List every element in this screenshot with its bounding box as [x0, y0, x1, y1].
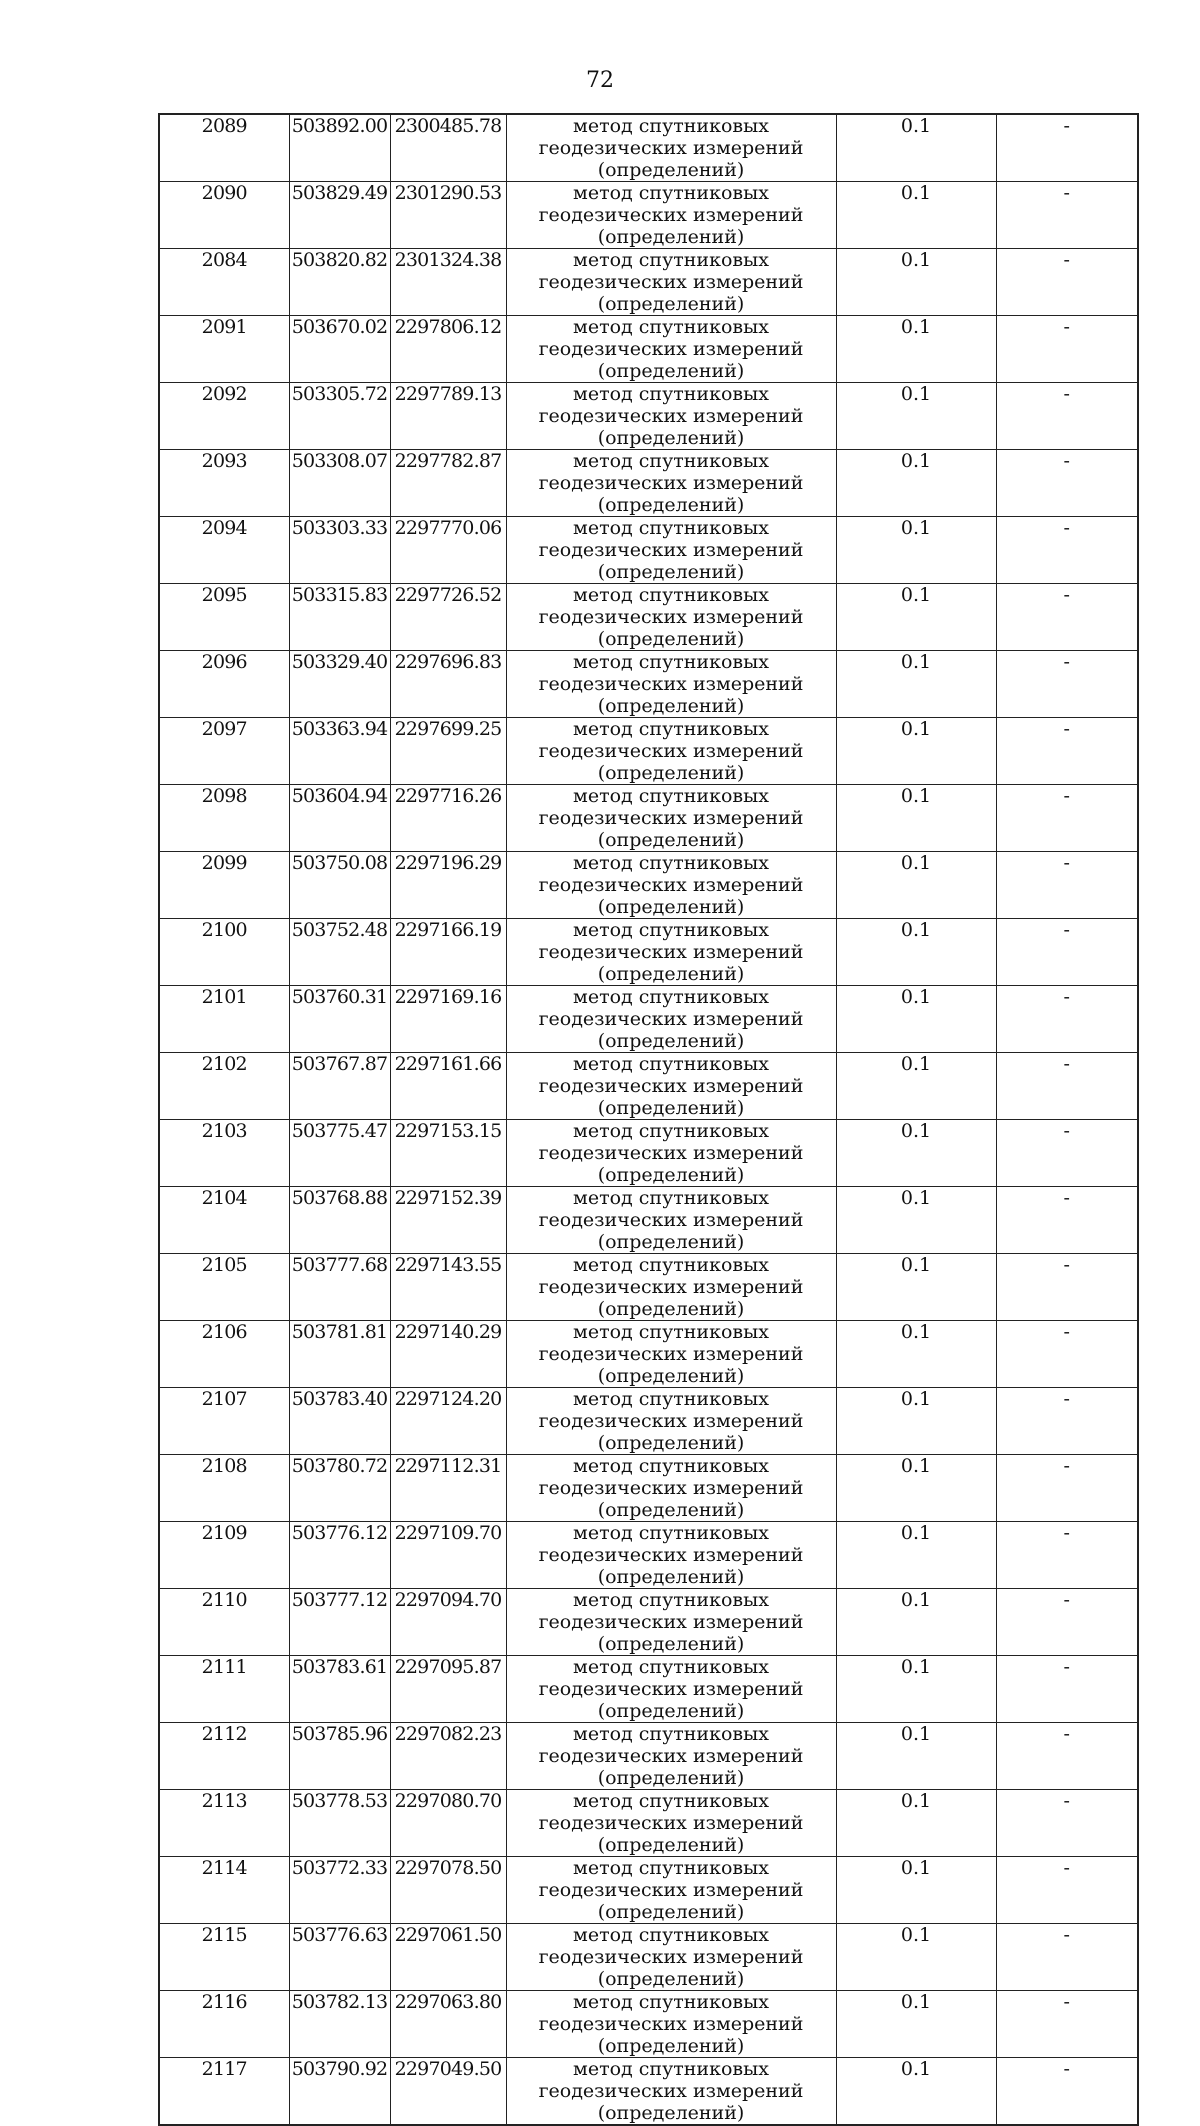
point-number-cell: 2112: [159, 1723, 289, 1790]
y-coordinate-cell: 2297166.19: [390, 919, 506, 986]
method-cell: метод спутниковых геодезических измерений (определений): [506, 1790, 836, 1857]
y-coordinate-cell: 2297112.31: [390, 1455, 506, 1522]
point-number-cell: 2106: [159, 1321, 289, 1388]
table-row: [159, 1589, 1138, 1656]
accuracy-cell: 0.1: [836, 1522, 996, 1589]
note-cell: -: [996, 1522, 1138, 1589]
x-coordinate-cell: 503752.48: [289, 919, 390, 986]
accuracy-cell: 0.1: [836, 316, 996, 383]
note-cell: -: [996, 919, 1138, 986]
note-cell: -: [996, 1321, 1138, 1388]
point-number-cell: 2098: [159, 785, 289, 852]
point-number-cell: 2117: [159, 2058, 289, 2126]
accuracy-cell: 0.1: [836, 785, 996, 852]
y-coordinate-cell: 2297770.06: [390, 517, 506, 584]
table-row: [159, 1790, 1138, 1857]
note-cell: -: [996, 2058, 1138, 2126]
table-row: [159, 2058, 1138, 2126]
table-row: [159, 450, 1138, 517]
accuracy-cell: 0.1: [836, 517, 996, 584]
table-row: [159, 1254, 1138, 1321]
x-coordinate-cell: 503820.82: [289, 249, 390, 316]
table-row: [159, 1455, 1138, 1522]
y-coordinate-cell: 2297789.13: [390, 383, 506, 450]
table-row: [159, 1723, 1138, 1790]
x-coordinate-cell: 503363.94: [289, 718, 390, 785]
point-number-cell: 2102: [159, 1053, 289, 1120]
y-coordinate-cell: 2297063.80: [390, 1991, 506, 2058]
accuracy-cell: 0.1: [836, 1187, 996, 1254]
accuracy-cell: 0.1: [836, 1053, 996, 1120]
note-cell: -: [996, 1790, 1138, 1857]
method-cell: метод спутниковых геодезических измерений (определений): [506, 1254, 836, 1321]
method-cell: метод спутниковых геодезических измерений (определений): [506, 383, 836, 450]
y-coordinate-cell: 2297152.39: [390, 1187, 506, 1254]
table-row: [159, 718, 1138, 785]
note-cell: -: [996, 114, 1138, 182]
x-coordinate-cell: 503329.40: [289, 651, 390, 718]
y-coordinate-cell: 2297169.16: [390, 986, 506, 1053]
x-coordinate-cell: 503750.08: [289, 852, 390, 919]
point-number-cell: 2108: [159, 1455, 289, 1522]
point-number-cell: 2093: [159, 450, 289, 517]
y-coordinate-cell: 2297153.15: [390, 1120, 506, 1187]
y-coordinate-cell: 2297049.50: [390, 2058, 506, 2126]
x-coordinate-cell: 503760.31: [289, 986, 390, 1053]
point-number-cell: 2114: [159, 1857, 289, 1924]
method-cell: метод спутниковых геодезических измерений (определений): [506, 1991, 836, 2058]
accuracy-cell: 0.1: [836, 114, 996, 182]
point-number-cell: 2113: [159, 1790, 289, 1857]
note-cell: -: [996, 383, 1138, 450]
point-number-cell: 2103: [159, 1120, 289, 1187]
table-row: [159, 1656, 1138, 1723]
y-coordinate-cell: 2297094.70: [390, 1589, 506, 1656]
x-coordinate-cell: 503308.07: [289, 450, 390, 517]
accuracy-cell: 0.1: [836, 1589, 996, 1656]
point-number-cell: 2099: [159, 852, 289, 919]
accuracy-cell: 0.1: [836, 249, 996, 316]
point-number-cell: 2091: [159, 316, 289, 383]
accuracy-cell: 0.1: [836, 383, 996, 450]
y-coordinate-cell: 2297095.87: [390, 1656, 506, 1723]
y-coordinate-cell: 2297082.23: [390, 1723, 506, 1790]
y-coordinate-cell: 2297696.83: [390, 651, 506, 718]
method-cell: метод спутниковых геодезических измерений (определений): [506, 1455, 836, 1522]
x-coordinate-cell: 503782.13: [289, 1991, 390, 2058]
method-cell: метод спутниковых геодезических измерений (определений): [506, 1388, 836, 1455]
x-coordinate-cell: 503767.87: [289, 1053, 390, 1120]
point-number-cell: 2090: [159, 182, 289, 249]
note-cell: -: [996, 1254, 1138, 1321]
x-coordinate-cell: 503785.96: [289, 1723, 390, 1790]
table-row: [159, 1522, 1138, 1589]
y-coordinate-cell: 2297140.29: [390, 1321, 506, 1388]
accuracy-cell: 0.1: [836, 1991, 996, 2058]
note-cell: -: [996, 1723, 1138, 1790]
accuracy-cell: 0.1: [836, 1656, 996, 1723]
accuracy-cell: 0.1: [836, 1388, 996, 1455]
note-cell: -: [996, 1991, 1138, 2058]
table-row: [159, 785, 1138, 852]
x-coordinate-cell: 503777.12: [289, 1589, 390, 1656]
x-coordinate-cell: 503776.63: [289, 1924, 390, 1991]
accuracy-cell: 0.1: [836, 986, 996, 1053]
accuracy-cell: 0.1: [836, 651, 996, 718]
note-cell: -: [996, 1656, 1138, 1723]
method-cell: метод спутниковых геодезических измерений (определений): [506, 852, 836, 919]
y-coordinate-cell: 2300485.78: [390, 114, 506, 182]
method-cell: метод спутниковых геодезических измерений (определений): [506, 785, 836, 852]
x-coordinate-cell: 503829.49: [289, 182, 390, 249]
note-cell: -: [996, 718, 1138, 785]
x-coordinate-cell: 503892.00: [289, 114, 390, 182]
table-row: [159, 1120, 1138, 1187]
point-number-cell: 2110: [159, 1589, 289, 1656]
note-cell: -: [996, 1857, 1138, 1924]
accuracy-cell: 0.1: [836, 718, 996, 785]
x-coordinate-cell: 503776.12: [289, 1522, 390, 1589]
method-cell: метод спутниковых геодезических измерений (определений): [506, 1187, 836, 1254]
x-coordinate-cell: 503305.72: [289, 383, 390, 450]
note-cell: -: [996, 852, 1138, 919]
accuracy-cell: 0.1: [836, 1254, 996, 1321]
method-cell: метод спутниковых геодезических измерений (определений): [506, 651, 836, 718]
x-coordinate-cell: 503303.33: [289, 517, 390, 584]
point-number-cell: 2107: [159, 1388, 289, 1455]
point-number-cell: 2101: [159, 986, 289, 1053]
method-cell: метод спутниковых геодезических измерений (определений): [506, 1522, 836, 1589]
method-cell: метод спутниковых геодезических измерений (определений): [506, 249, 836, 316]
x-coordinate-cell: 503783.40: [289, 1388, 390, 1455]
method-cell: метод спутниковых геодезических измерений (определений): [506, 316, 836, 383]
point-number-cell: 2089: [159, 114, 289, 182]
point-number-cell: 2096: [159, 651, 289, 718]
accuracy-cell: 0.1: [836, 182, 996, 249]
table-row: [159, 1388, 1138, 1455]
point-number-cell: 2100: [159, 919, 289, 986]
y-coordinate-cell: 2297699.25: [390, 718, 506, 785]
method-cell: метод спутниковых геодезических измерений (определений): [506, 1656, 836, 1723]
note-cell: -: [996, 651, 1138, 718]
point-number-cell: 2104: [159, 1187, 289, 1254]
x-coordinate-cell: 503777.68: [289, 1254, 390, 1321]
method-cell: метод спутниковых геодезических измерений (определений): [506, 450, 836, 517]
y-coordinate-cell: 2297061.50: [390, 1924, 506, 1991]
table-row: [159, 919, 1138, 986]
note-cell: -: [996, 182, 1138, 249]
x-coordinate-cell: 503790.92: [289, 2058, 390, 2126]
method-cell: метод спутниковых геодезических измерений (определений): [506, 919, 836, 986]
table-row: [159, 1187, 1138, 1254]
x-coordinate-cell: 503775.47: [289, 1120, 390, 1187]
x-coordinate-cell: 503670.02: [289, 316, 390, 383]
point-number-cell: 2084: [159, 249, 289, 316]
table-row: [159, 114, 1138, 182]
point-number-cell: 2097: [159, 718, 289, 785]
accuracy-cell: 0.1: [836, 450, 996, 517]
note-cell: -: [996, 1187, 1138, 1254]
note-cell: -: [996, 249, 1138, 316]
accuracy-cell: 0.1: [836, 1321, 996, 1388]
y-coordinate-cell: 2297143.55: [390, 1254, 506, 1321]
point-number-cell: 2111: [159, 1656, 289, 1723]
table-row: [159, 986, 1138, 1053]
note-cell: -: [996, 517, 1138, 584]
table-row: [159, 584, 1138, 651]
accuracy-cell: 0.1: [836, 1790, 996, 1857]
accuracy-cell: 0.1: [836, 852, 996, 919]
y-coordinate-cell: 2297806.12: [390, 316, 506, 383]
point-number-cell: 2092: [159, 383, 289, 450]
method-cell: метод спутниковых геодезических измерений (определений): [506, 1924, 836, 1991]
table-row: [159, 1991, 1138, 2058]
method-cell: метод спутниковых геодезических измерений (определений): [506, 114, 836, 182]
point-number-cell: 2105: [159, 1254, 289, 1321]
method-cell: метод спутниковых геодезических измерений (определений): [506, 986, 836, 1053]
note-cell: -: [996, 584, 1138, 651]
table-row: [159, 852, 1138, 919]
y-coordinate-cell: 2297080.70: [390, 1790, 506, 1857]
note-cell: -: [996, 1589, 1138, 1656]
table-row: [159, 383, 1138, 450]
x-coordinate-cell: 503780.72: [289, 1455, 390, 1522]
coordinates-table-body: [159, 114, 1138, 2125]
note-cell: -: [996, 450, 1138, 517]
y-coordinate-cell: 2301324.38: [390, 249, 506, 316]
accuracy-cell: 0.1: [836, 1120, 996, 1187]
table-row: [159, 1857, 1138, 1924]
note-cell: -: [996, 1053, 1138, 1120]
note-cell: -: [996, 986, 1138, 1053]
note-cell: -: [996, 1924, 1138, 1991]
note-cell: -: [996, 1120, 1138, 1187]
accuracy-cell: 0.1: [836, 1857, 996, 1924]
method-cell: метод спутниковых геодезических измерений (определений): [506, 1321, 836, 1388]
table-row: [159, 182, 1138, 249]
y-coordinate-cell: 2297078.50: [390, 1857, 506, 1924]
note-cell: -: [996, 316, 1138, 383]
coordinates-table: [158, 113, 1139, 2126]
x-coordinate-cell: 503604.94: [289, 785, 390, 852]
accuracy-cell: 0.1: [836, 2058, 996, 2126]
y-coordinate-cell: 2297726.52: [390, 584, 506, 651]
method-cell: метод спутниковых геодезических измерений (определений): [506, 517, 836, 584]
y-coordinate-cell: 2297109.70: [390, 1522, 506, 1589]
table-row: [159, 517, 1138, 584]
table-row: [159, 1924, 1138, 1991]
x-coordinate-cell: 503778.53: [289, 1790, 390, 1857]
x-coordinate-cell: 503783.61: [289, 1656, 390, 1723]
table-row: [159, 249, 1138, 316]
method-cell: метод спутниковых геодезических измерений (определений): [506, 718, 836, 785]
accuracy-cell: 0.1: [836, 584, 996, 651]
accuracy-cell: 0.1: [836, 1455, 996, 1522]
y-coordinate-cell: 2297124.20: [390, 1388, 506, 1455]
method-cell: метод спутниковых геодезических измерений (определений): [506, 1723, 836, 1790]
y-coordinate-cell: 2297782.87: [390, 450, 506, 517]
y-coordinate-cell: 2297161.66: [390, 1053, 506, 1120]
page-number: 72: [586, 68, 614, 93]
table-row: [159, 1321, 1138, 1388]
method-cell: метод спутниковых геодезических измерений (определений): [506, 1857, 836, 1924]
note-cell: -: [996, 785, 1138, 852]
method-cell: метод спутниковых геодезических измерений (определений): [506, 182, 836, 249]
table-row: [159, 651, 1138, 718]
point-number-cell: 2116: [159, 1991, 289, 2058]
y-coordinate-cell: 2297716.26: [390, 785, 506, 852]
y-coordinate-cell: 2297196.29: [390, 852, 506, 919]
x-coordinate-cell: 503781.81: [289, 1321, 390, 1388]
point-number-cell: 2095: [159, 584, 289, 651]
method-cell: метод спутниковых геодезических измерений (определений): [506, 1589, 836, 1656]
table-row: [159, 316, 1138, 383]
point-number-cell: 2115: [159, 1924, 289, 1991]
x-coordinate-cell: 503315.83: [289, 584, 390, 651]
note-cell: -: [996, 1455, 1138, 1522]
table-row: [159, 1053, 1138, 1120]
x-coordinate-cell: 503768.88: [289, 1187, 390, 1254]
accuracy-cell: 0.1: [836, 919, 996, 986]
method-cell: метод спутниковых геодезических измерений (определений): [506, 1053, 836, 1120]
point-number-cell: 2094: [159, 517, 289, 584]
accuracy-cell: 0.1: [836, 1924, 996, 1991]
method-cell: метод спутниковых геодезических измерений (определений): [506, 2058, 836, 2126]
method-cell: метод спутниковых геодезических измерений (определений): [506, 1120, 836, 1187]
x-coordinate-cell: 503772.33: [289, 1857, 390, 1924]
y-coordinate-cell: 2301290.53: [390, 182, 506, 249]
method-cell: метод спутниковых геодезических измерений (определений): [506, 584, 836, 651]
accuracy-cell: 0.1: [836, 1723, 996, 1790]
point-number-cell: 2109: [159, 1522, 289, 1589]
note-cell: -: [996, 1388, 1138, 1455]
